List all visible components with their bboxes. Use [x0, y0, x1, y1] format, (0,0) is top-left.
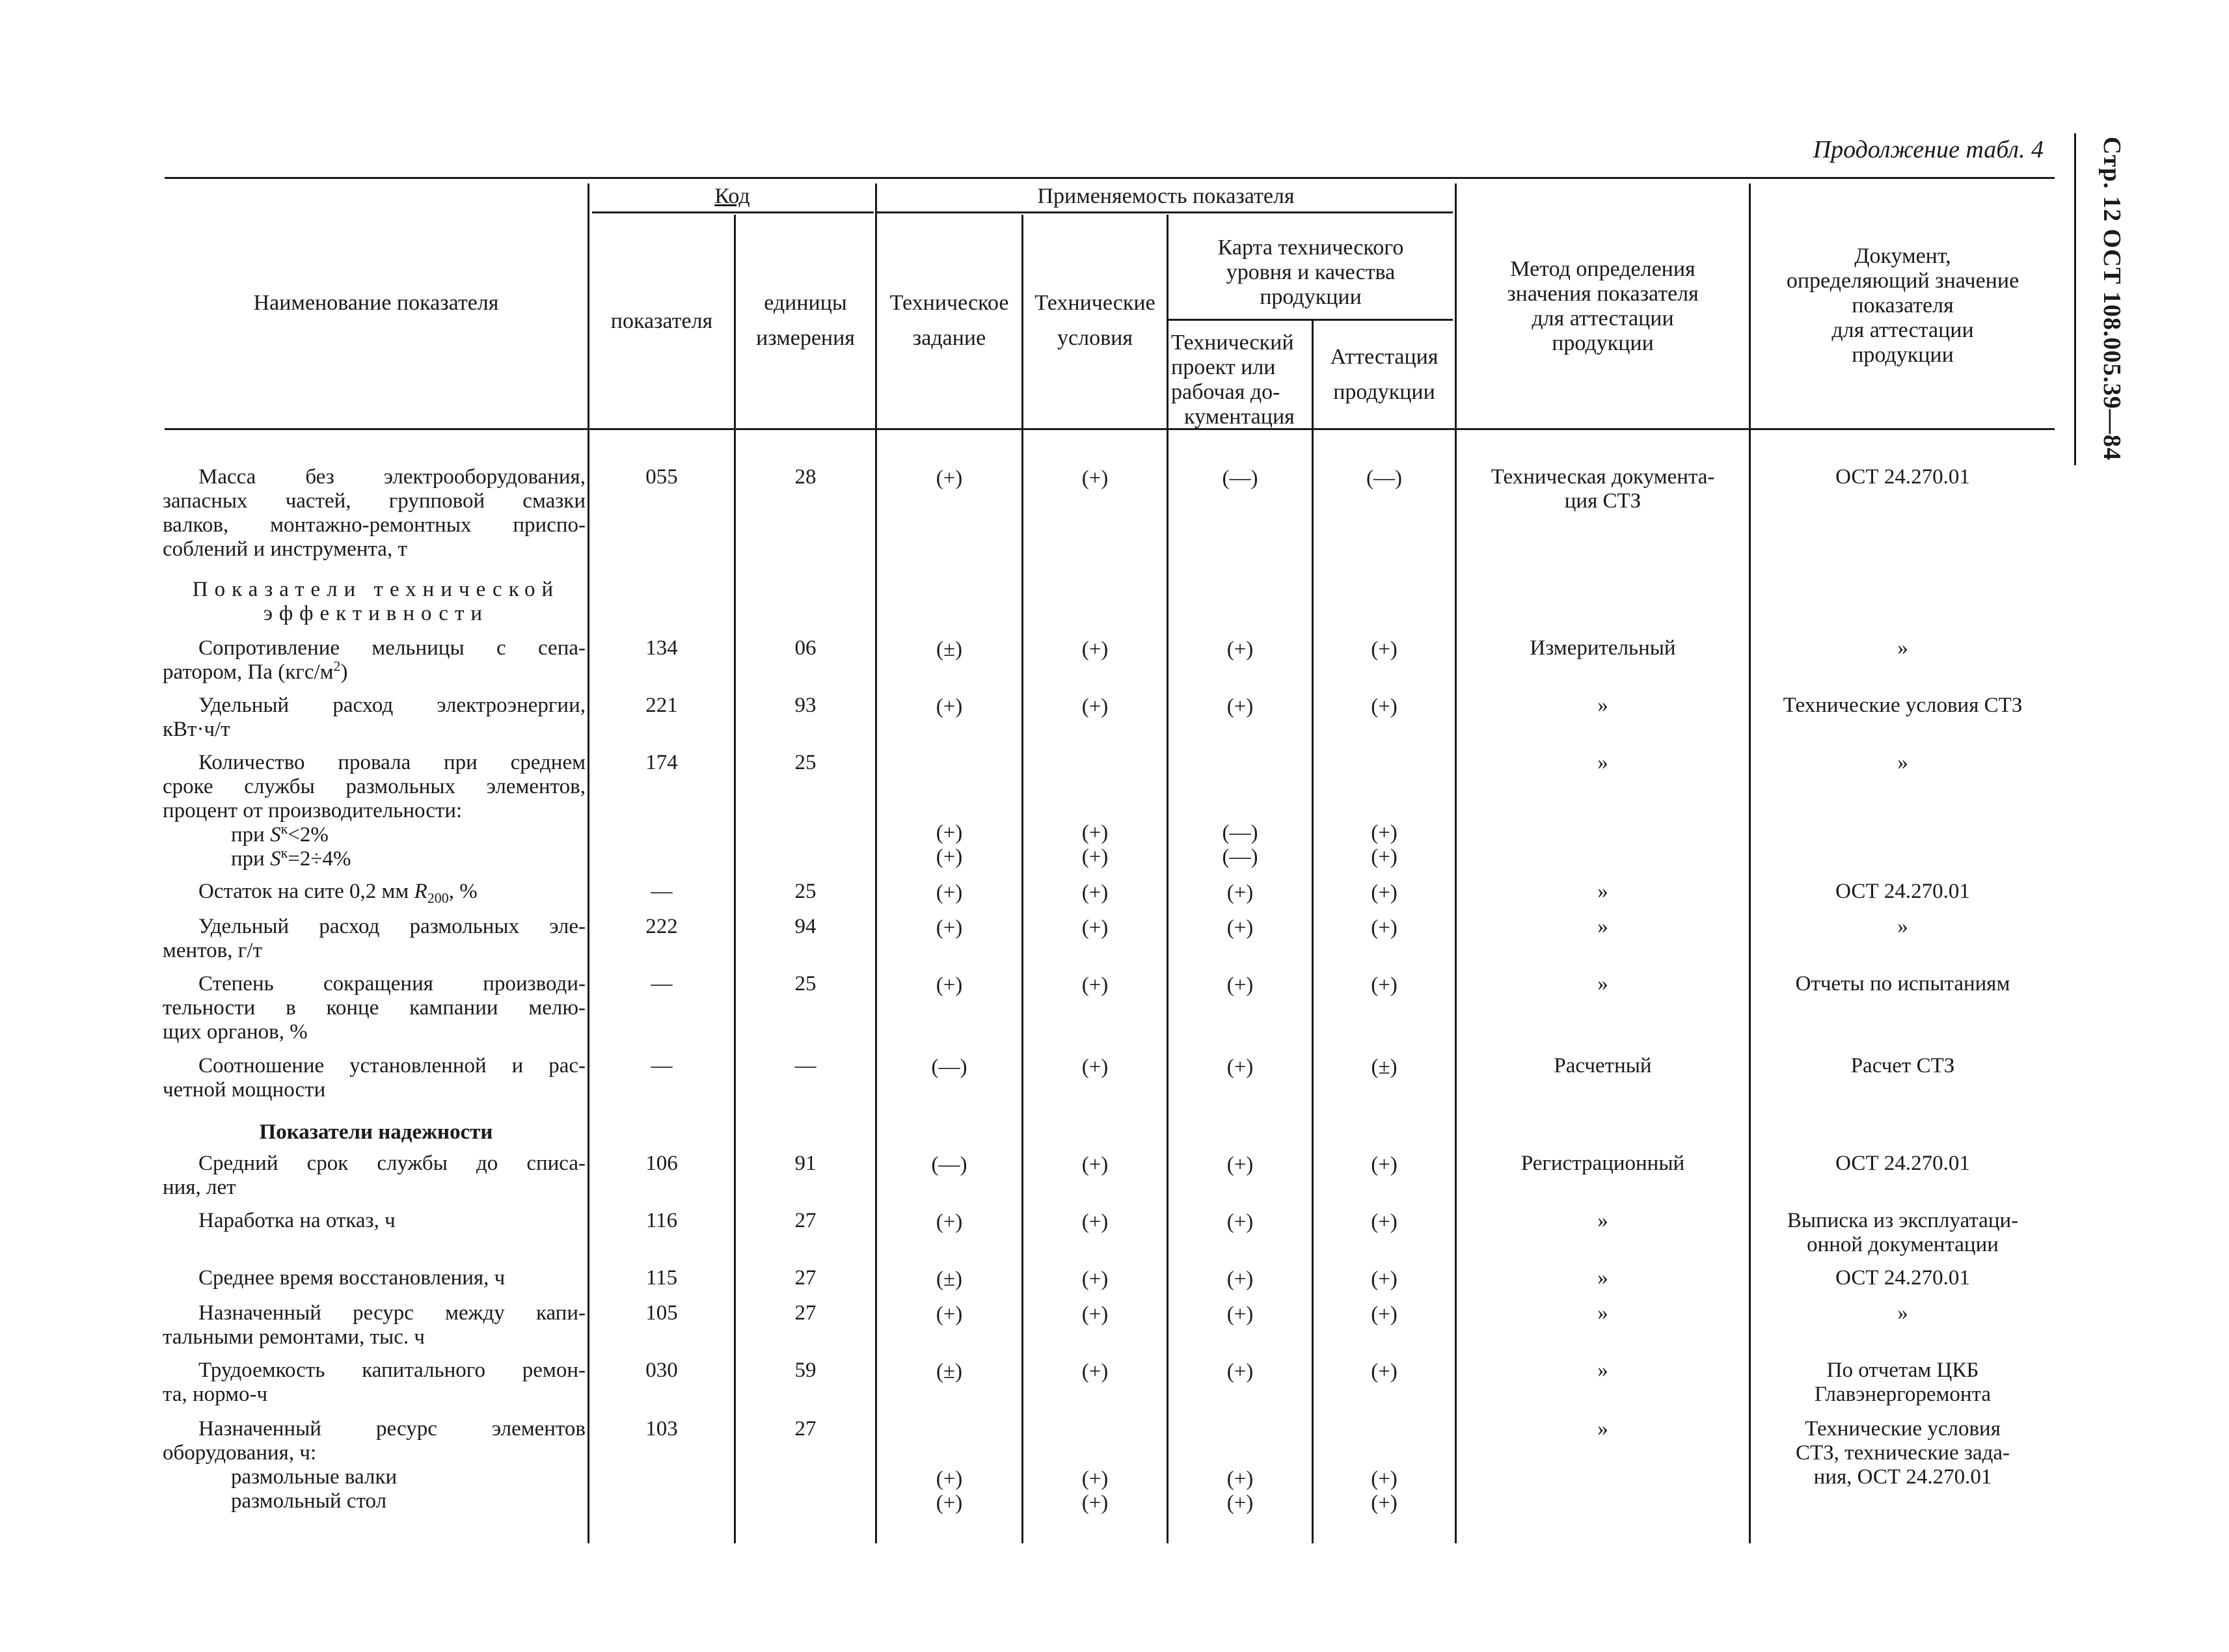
- row-document-line: ния, ОСТ 24.270.01: [1813, 1465, 1992, 1489]
- row-document-line: ОСТ 24.270.01: [1835, 880, 1970, 903]
- row-name-line: Удельный расход размольных эле-: [198, 915, 586, 938]
- row-unit: 25: [794, 880, 817, 903]
- row-method-line: »: [1597, 915, 1608, 938]
- row-att-mark: (+): [1371, 1153, 1398, 1176]
- row-tz-mark: (+): [936, 1491, 963, 1515]
- row-tz-mark: (+): [936, 695, 963, 718]
- row-tu-mark: (+): [1081, 881, 1109, 904]
- header-doc-line1: Документ,: [1854, 244, 1951, 268]
- row-unit: 91: [794, 1152, 817, 1175]
- row-proj-mark: (—): [1222, 467, 1258, 490]
- row-att-mark: (+): [1371, 695, 1398, 718]
- row-tz-mark: (+): [936, 916, 963, 940]
- side-page-label: Стр. 12 ОСТ 108.005.39—84: [2098, 137, 2126, 461]
- row-att-mark: (+): [1371, 1303, 1398, 1326]
- header-card-line3: продукции: [1260, 285, 1362, 309]
- header-card-line1: Карта технического: [1217, 236, 1404, 260]
- row-name: [163, 1209, 586, 1233]
- row-proj-mark: (+): [1226, 881, 1254, 904]
- row-name: [163, 1359, 586, 1407]
- row-proj-mark: (+): [1226, 1055, 1254, 1079]
- row-sub-line: размольные валки: [231, 1465, 398, 1489]
- vrule-tz: [1021, 215, 1023, 1543]
- row-unit: 27: [794, 1209, 817, 1232]
- row-code: —: [651, 880, 673, 903]
- row-method-line: »: [1597, 1301, 1608, 1325]
- row-document-line: Технические условия: [1805, 1417, 2001, 1441]
- continuation-label: Продолжение табл. 4: [1813, 136, 2044, 163]
- row-unit: 27: [794, 1417, 817, 1441]
- header-doc-line4: для аттестации: [1831, 318, 1974, 342]
- header-code-group: Код: [714, 184, 750, 208]
- row-tu-mark: (+): [1081, 467, 1109, 490]
- row-tu-mark: (+): [1081, 1491, 1109, 1515]
- row-proj-mark: (—): [1222, 821, 1258, 845]
- section-tech-efficiency-line1: Показатели технической: [192, 578, 560, 601]
- header-doc-line2: определяющий значение: [1786, 269, 2020, 293]
- row-method: [1457, 1209, 1749, 1233]
- row-name-line: Трудоемкость капитального ремон-: [198, 1359, 586, 1382]
- row-method-line: »: [1597, 1266, 1608, 1290]
- row-tz-mark: (+): [936, 1303, 963, 1326]
- row-att-mark: (+): [1371, 1360, 1398, 1383]
- row-name-line: Назначенный ресурс между капи-: [198, 1301, 586, 1325]
- row-name-line: Соотношение установленной и рас-: [198, 1054, 586, 1077]
- row-method: [1457, 1417, 1749, 1441]
- row-code: 106: [645, 1152, 678, 1175]
- row-att-mark: (+): [1371, 973, 1398, 997]
- row-name: [163, 465, 586, 562]
- row-proj-mark: (+): [1226, 1360, 1254, 1383]
- row-tz-mark: (+): [936, 821, 963, 845]
- row-att-mark: (+): [1371, 821, 1398, 845]
- row-code: —: [651, 972, 673, 995]
- row-proj-mark: (+): [1226, 1491, 1254, 1515]
- row-code: 174: [645, 751, 678, 774]
- row-document-line: Расчет СТЗ: [1850, 1054, 1955, 1077]
- row-document: [1751, 751, 2055, 775]
- row-document: [1751, 1359, 2055, 1407]
- rule-applic-group: [877, 211, 1453, 213]
- row-tu-mark: (+): [1081, 695, 1109, 718]
- row-sub-line: размольный стол: [231, 1489, 387, 1513]
- row-name-line: тельности в конце кампании мелю-: [163, 996, 586, 1020]
- row-document-line: Технические условия СТЗ: [1783, 694, 2023, 717]
- row-method: [1457, 972, 1749, 996]
- row-unit: —: [794, 1054, 817, 1077]
- row-name-line: кВт·ч/т: [163, 718, 230, 741]
- row-name: [163, 972, 586, 1044]
- section-reliability: Показатели надежности: [259, 1120, 493, 1144]
- row-name-line: процент от производительности:: [163, 799, 463, 822]
- row-method-line: »: [1597, 880, 1608, 903]
- row-tu-mark: (+): [1081, 1360, 1109, 1383]
- row-name-line: Сопротивление мельницы с сепа-: [198, 636, 586, 660]
- header-tech-task-line2: задание: [912, 326, 986, 350]
- header-method: [1457, 257, 1749, 356]
- table-top-rule: [165, 177, 2055, 179]
- row-code: 115: [645, 1266, 678, 1290]
- row-name-line: тальными ремонтами, тыс. ч: [163, 1325, 425, 1349]
- row-method: [1457, 1359, 1749, 1383]
- row-method: [1457, 636, 1749, 660]
- row-tu-mark: (+): [1081, 973, 1109, 997]
- row-name-line: Среднее время восстановления, ч: [198, 1266, 506, 1290]
- row-method-line: Регистрационный: [1520, 1152, 1685, 1175]
- vrule-method: [1749, 183, 1751, 1543]
- header-attest-line2: продукции: [1333, 380, 1435, 404]
- row-unit: 27: [794, 1301, 817, 1325]
- row-method-line: »: [1597, 751, 1608, 774]
- row-unit: 06: [794, 636, 817, 660]
- row-code: 134: [645, 636, 678, 660]
- row-method-line: »: [1597, 1209, 1608, 1232]
- header-method-line4: продукции: [1552, 331, 1654, 355]
- row-name-line: Удельный расход электроэнергии,: [198, 694, 586, 717]
- row-unit: 25: [794, 751, 817, 774]
- row-att-mark: (+): [1371, 916, 1398, 940]
- row-tz-mark: (+): [936, 467, 963, 490]
- row-document: [1751, 694, 2055, 718]
- row-document: [1751, 1209, 2055, 1257]
- row-att-mark: (+): [1371, 845, 1398, 869]
- row-proj-mark: (+): [1226, 695, 1254, 718]
- row-method-line: »: [1597, 1359, 1608, 1382]
- row-document: [1751, 1054, 2055, 1078]
- row-tu-mark: (+): [1081, 1303, 1109, 1326]
- row-name: [163, 1054, 586, 1102]
- row-method-line: Измерительный: [1530, 636, 1676, 660]
- header-project-line4: кументация: [1184, 405, 1295, 429]
- row-document: [1751, 1266, 2055, 1290]
- row-code: 116: [645, 1209, 678, 1232]
- row-method: [1457, 915, 1749, 939]
- row-proj-mark: (+): [1226, 916, 1254, 940]
- row-tz-mark: (+): [936, 1467, 963, 1491]
- row-name: [163, 880, 586, 904]
- header-tech-cond-line2: условия: [1057, 326, 1133, 350]
- row-proj-mark: (—): [1222, 845, 1258, 869]
- row-name: [163, 694, 586, 742]
- side-divider: [2074, 133, 2076, 465]
- row-document-line: Главэнергоремонта: [1814, 1383, 1992, 1406]
- row-document: [1751, 636, 2055, 660]
- row-sub-line: при $S^к<2\%$: [231, 820, 329, 846]
- row-document-line: »: [1897, 751, 1908, 774]
- row-method: [1457, 1054, 1749, 1078]
- row-name-line: щих органов, %: [163, 1020, 308, 1044]
- header-attest-line1: Аттестация: [1330, 345, 1439, 369]
- row-document-line: Выписка из эксплуатаци-: [1787, 1209, 2019, 1232]
- row-unit: 59: [794, 1359, 817, 1382]
- row-method: [1457, 694, 1749, 718]
- row-tz-mark: (+): [936, 881, 963, 904]
- row-att-mark: (+): [1371, 1467, 1398, 1491]
- header-tech-task: [877, 291, 1021, 351]
- header-doc-line5: продукции: [1852, 343, 1954, 367]
- row-tu-mark: (+): [1081, 845, 1109, 869]
- header-project-line1: Технический: [1171, 331, 1294, 355]
- row-att-mark: (+): [1371, 638, 1398, 661]
- row-code: 055: [645, 465, 678, 489]
- rule-code-group: [592, 211, 874, 213]
- row-name-line: Количество провала при среднем: [198, 751, 586, 774]
- row-name-line: Степень сокращения производи-: [198, 972, 586, 995]
- row-tz-mark: (+): [936, 1210, 963, 1234]
- row-document: [1751, 465, 2055, 489]
- row-proj-mark: (+): [1226, 1267, 1254, 1291]
- row-method-line: »: [1597, 972, 1608, 995]
- row-method: [1457, 880, 1749, 904]
- row-name: [163, 1266, 586, 1290]
- row-document-line: »: [1897, 1301, 1908, 1325]
- row-tu-mark: (+): [1081, 638, 1109, 661]
- row-tu-mark: (+): [1081, 1210, 1109, 1234]
- header-code-unit-line1: единицы: [764, 291, 847, 315]
- row-document: [1751, 1152, 2055, 1176]
- row-code: 103: [645, 1417, 678, 1441]
- row-name-line: та, нормо-ч: [163, 1383, 268, 1406]
- row-code: 030: [645, 1359, 678, 1382]
- row-proj-mark: (+): [1226, 1303, 1254, 1326]
- header-bottom-rule: [165, 428, 2055, 430]
- row-document-line: ОСТ 24.270.01: [1835, 465, 1970, 489]
- header-project: [1169, 331, 1314, 429]
- row-name-line: Назначенный ресурс элементов: [198, 1417, 586, 1441]
- row-att-mark: (—): [1366, 467, 1402, 490]
- row-document-line: онной документации: [1807, 1233, 1999, 1256]
- row-document-line: По отчетам ЦКБ: [1826, 1359, 1979, 1382]
- header-project-line2: проект или: [1171, 355, 1276, 379]
- vrule-name: [588, 183, 589, 1543]
- row-code: —: [651, 1054, 673, 1077]
- row-tz-mark: (+): [936, 973, 963, 997]
- row-tz-mark: (+): [936, 845, 963, 869]
- row-unit: 27: [794, 1266, 817, 1290]
- row-document-line: ОСТ 24.270.01: [1835, 1266, 1970, 1290]
- row-att-mark: (+): [1371, 1267, 1398, 1291]
- row-sub-line: при $S^к=2\div 4\%$: [231, 845, 351, 871]
- row-name-line: ратором, Па $(кгс/м^2)$: [163, 658, 348, 684]
- row-name-line: ния, лет: [163, 1176, 236, 1199]
- row-name: [163, 1152, 586, 1200]
- header-card-line2: уровня и качества: [1226, 260, 1396, 284]
- header-doc-line3: показателя: [1852, 293, 1954, 318]
- row-name-line: Наработка на отказ, ч: [198, 1209, 396, 1232]
- header-tech-cond-line1: Технические: [1034, 291, 1155, 315]
- row-name-line: Средний срок службы до списа-: [198, 1152, 586, 1175]
- row-proj-mark: (+): [1226, 1153, 1254, 1176]
- rule-card-group: [1168, 319, 1453, 321]
- row-method: [1457, 1301, 1749, 1325]
- row-document-line: »: [1897, 915, 1908, 938]
- row-code: 222: [645, 915, 678, 938]
- row-code: 105: [645, 1301, 678, 1325]
- row-method-line: Расчетный: [1554, 1054, 1652, 1077]
- header-card: [1169, 236, 1453, 310]
- header-method-line2: значения показателя: [1507, 282, 1699, 306]
- row-tu-mark: (+): [1081, 1055, 1109, 1079]
- header-attest: [1314, 345, 1455, 405]
- row-document: [1751, 880, 2055, 904]
- row-att-mark: (+): [1371, 1491, 1398, 1515]
- row-name: [163, 636, 586, 684]
- row-method-line: »: [1597, 694, 1608, 717]
- section-tech-efficiency-line2: эффективности: [263, 602, 489, 625]
- row-name: [163, 751, 586, 871]
- row-tu-mark: (+): [1081, 916, 1109, 940]
- row-tz-mark: (—): [931, 1153, 967, 1176]
- row-name-line: ментов, г/т: [163, 939, 262, 962]
- row-name-line: четной мощности: [163, 1078, 326, 1102]
- row-proj-mark: (+): [1226, 638, 1254, 661]
- row-name-line: сроке службы размольных элементов,: [163, 775, 586, 798]
- row-tu-mark: (+): [1081, 1467, 1109, 1491]
- row-proj-mark: (+): [1226, 1210, 1254, 1234]
- row-name: [163, 1417, 586, 1513]
- header-project-line3: рабочая до-: [1171, 380, 1280, 404]
- row-tz-mark: (—): [931, 1055, 967, 1079]
- row-tu-mark: (+): [1081, 821, 1109, 845]
- row-document-line: Отчеты по испытаниям: [1795, 972, 2010, 995]
- row-name-line: Масса без электрооборудования,: [198, 465, 586, 489]
- row-document: [1751, 1417, 2055, 1489]
- row-name: [163, 915, 586, 963]
- row-name-line: запасных частей, групповой смазки: [163, 489, 586, 513]
- row-method: [1457, 1152, 1749, 1176]
- header-name: Наименование показателя: [253, 291, 499, 315]
- row-method: [1457, 465, 1749, 513]
- row-tz-mark: (±): [936, 638, 963, 661]
- row-att-mark: (±): [1371, 1055, 1398, 1079]
- row-document-line: »: [1897, 636, 1908, 660]
- vrule-att: [1455, 183, 1457, 1543]
- row-unit: 94: [794, 915, 817, 938]
- row-method-line: ция СТЗ: [1564, 489, 1641, 513]
- row-att-mark: (+): [1371, 1210, 1398, 1234]
- row-document: [1751, 915, 2055, 939]
- row-unit: 25: [794, 972, 817, 995]
- header-tech-task-line1: Техническое: [889, 291, 1009, 315]
- row-method-line: Техническая документа-: [1491, 465, 1715, 489]
- row-tu-mark: (+): [1081, 1153, 1109, 1176]
- row-att-mark: (+): [1371, 881, 1398, 904]
- header-code-unit: [736, 291, 875, 351]
- row-proj-mark: (+): [1226, 1467, 1254, 1491]
- row-proj-mark: (+): [1226, 973, 1254, 997]
- row-code: 221: [645, 694, 678, 717]
- header-code-indicator: показателя: [610, 309, 713, 333]
- row-method-line: »: [1597, 1417, 1608, 1441]
- row-name: [163, 1301, 586, 1349]
- row-method: [1457, 751, 1749, 775]
- row-method: [1457, 1266, 1749, 1290]
- row-name-line: Остаток на сите 0,2 мм $R_{200}$, %: [198, 880, 478, 906]
- row-name-line: оборудования, ч:: [163, 1441, 317, 1465]
- row-unit: 93: [794, 694, 817, 717]
- row-tz-mark: (±): [936, 1267, 963, 1291]
- row-unit: 28: [794, 465, 817, 489]
- row-document-line: ОСТ 24.270.01: [1835, 1152, 1970, 1175]
- row-document: [1751, 1301, 2055, 1325]
- vrule-code: [734, 215, 736, 1543]
- row-document: [1751, 972, 2055, 996]
- header-code-unit-line2: измерения: [756, 326, 855, 350]
- header-document: [1751, 244, 2055, 368]
- section-tech-efficiency: [165, 578, 588, 626]
- row-tz-mark: (±): [936, 1360, 963, 1383]
- header-method-line3: для аттестации: [1532, 306, 1674, 331]
- row-tu-mark: (+): [1081, 1267, 1109, 1291]
- header-applicability: Применяемость показателя: [1037, 184, 1295, 208]
- row-name-line: соблений и инструмента, т: [163, 537, 407, 561]
- row-document-line: СТЗ, технические зада-: [1795, 1441, 2010, 1465]
- header-method-line1: Метод определения: [1510, 257, 1695, 281]
- row-name-line: валков, монтажно-ремонтных приспо-: [163, 513, 586, 537]
- header-tech-cond: [1023, 291, 1167, 351]
